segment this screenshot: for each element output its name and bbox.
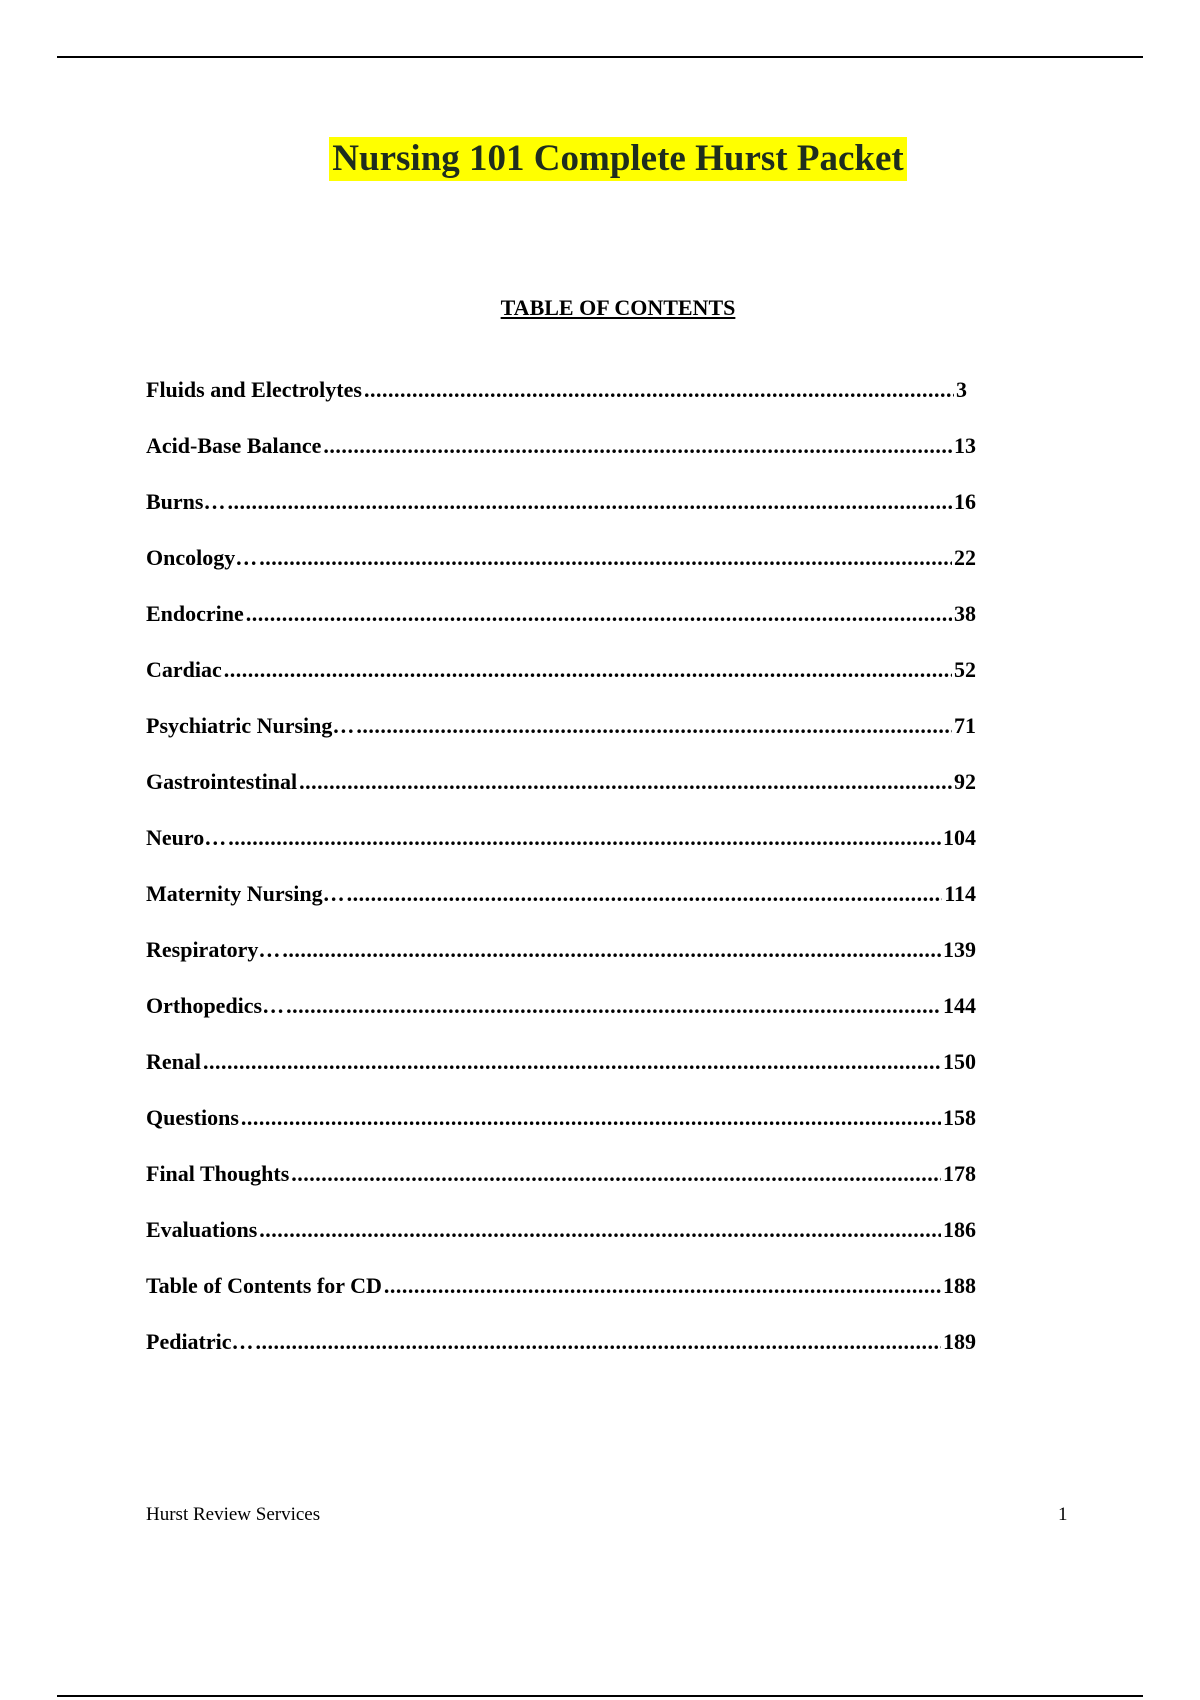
- toc-entry: [146, 432, 976, 488]
- toc-entry-page: 3: [956, 377, 967, 402]
- footer-page-number: 1: [1058, 1504, 1068, 1525]
- toc-entry-label: Burns…: [146, 489, 226, 514]
- toc-entry-page: 178: [943, 1161, 976, 1186]
- toc-leader-dots: [356, 712, 952, 740]
- toc-leader-dots: [291, 1160, 941, 1188]
- document-title: Nursing 101 Complete Hurst Packet: [329, 137, 906, 181]
- toc-leader-dots: [228, 824, 941, 852]
- toc-entry-label: Psychiatric Nursing…: [146, 713, 355, 738]
- toc-leader-dots: [323, 432, 952, 460]
- toc-entry-page: 92: [954, 769, 976, 794]
- toc-entry-page: 114: [944, 881, 976, 906]
- toc-entry-label: Cardiac: [146, 657, 222, 682]
- toc-entry-label: Pediatric…: [146, 1329, 254, 1354]
- toc-leader-dots: [241, 1104, 941, 1132]
- title-container: [0, 137, 1200, 181]
- toc-entry-label: Acid-Base Balance: [146, 433, 322, 458]
- toc-leader-dots: [286, 992, 941, 1020]
- toc-entry: [146, 656, 976, 712]
- toc-list: [146, 376, 976, 1384]
- toc-entry: [146, 992, 976, 1048]
- toc-entry-label: Evaluations: [146, 1217, 258, 1242]
- toc-leader-dots: [364, 376, 954, 404]
- toc-leader-dots: [203, 1048, 941, 1076]
- toc-entry-page: 186: [943, 1217, 976, 1242]
- toc-leader-dots: [347, 880, 943, 908]
- toc-entry-page: 189: [943, 1329, 976, 1354]
- toc-entry-label: Renal: [146, 1049, 201, 1074]
- toc-leader-dots: [224, 656, 952, 684]
- toc-entry-label: Oncology…: [146, 545, 258, 570]
- toc-entry-page: 104: [943, 825, 976, 850]
- toc-entry-page: 158: [943, 1105, 976, 1130]
- toc-entry: [146, 1160, 976, 1216]
- toc-entry: [146, 600, 976, 656]
- toc-leader-dots: [259, 1216, 941, 1244]
- toc-entry: [146, 488, 976, 544]
- toc-entry: [146, 1272, 976, 1328]
- toc-entry: [146, 1328, 976, 1384]
- toc-entry-label: Respiratory…: [146, 937, 281, 962]
- toc-leader-dots: [282, 936, 941, 964]
- toc-entry-label: Maternity Nursing…: [146, 881, 345, 906]
- toc-entry-label: Table of Contents for CD: [146, 1273, 382, 1298]
- toc-entry: [146, 376, 976, 432]
- toc-entry-page: 144: [943, 993, 976, 1018]
- toc-entry-page: 188: [943, 1273, 976, 1298]
- toc-entry-page: 150: [943, 1049, 976, 1074]
- toc-entry-page: 139: [943, 937, 976, 962]
- toc-entry-page: 38: [954, 601, 976, 626]
- toc-leader-dots: [299, 768, 952, 796]
- toc-entry-label: Final Thoughts: [146, 1161, 290, 1186]
- toc-entry: [146, 544, 976, 600]
- toc-entry: [146, 936, 976, 992]
- toc-entry-label: Gastrointestinal: [146, 769, 298, 794]
- toc-leader-dots: [227, 488, 952, 516]
- toc-leader-dots: [259, 544, 952, 572]
- toc-leader-dots: [384, 1272, 941, 1300]
- toc-entry: [146, 768, 976, 824]
- top-rule: [57, 56, 1143, 58]
- toc-entry-page: 71: [954, 713, 976, 738]
- toc-entry-label: Fluids and Electrolytes: [146, 377, 362, 402]
- toc-entry-page: 16: [954, 489, 976, 514]
- toc-entry: [146, 880, 976, 936]
- toc-leader-dots: [256, 1328, 941, 1356]
- toc-entry-label: Neuro…: [146, 825, 227, 850]
- footer-publisher: Hurst Review Services: [146, 1504, 321, 1525]
- toc-entry: [146, 1104, 976, 1160]
- toc-leader-dots: [246, 600, 952, 628]
- toc-entry: [146, 1216, 976, 1272]
- bottom-rule: [57, 1695, 1143, 1697]
- toc-entry: [146, 1048, 976, 1104]
- toc-entry-label: Questions: [146, 1105, 239, 1130]
- toc-entry: [146, 712, 976, 768]
- toc-entry-page: 52: [954, 657, 976, 682]
- toc-entry-label: Endocrine: [146, 601, 244, 626]
- toc-entry-label: Orthopedics…: [146, 993, 285, 1018]
- toc-heading: TABLE OF CONTENTS: [500, 295, 736, 320]
- toc-entry: [146, 824, 976, 880]
- toc-entry-page: 13: [954, 433, 976, 458]
- toc-entry-page: 22: [954, 545, 976, 570]
